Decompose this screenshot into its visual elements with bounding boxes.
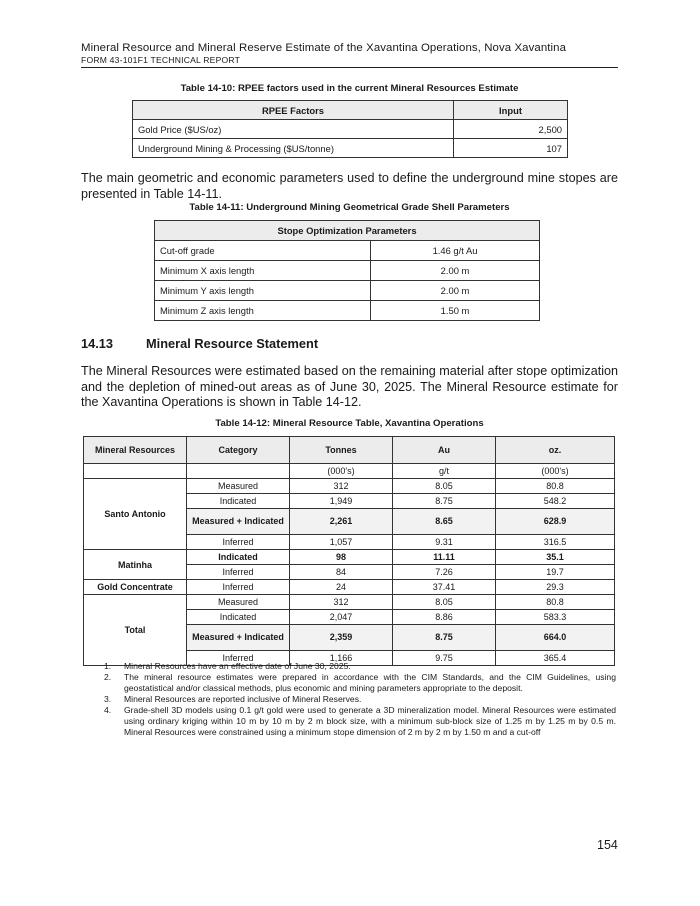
column-header: Category: [187, 437, 290, 464]
page-number: 154: [597, 838, 618, 852]
table-cell: Inferred: [187, 651, 290, 666]
note-number: 3.: [104, 694, 112, 704]
table-cell: Gold Price ($US/oz): [133, 120, 454, 139]
table-cell: [84, 464, 187, 479]
table-cell: 98: [290, 550, 393, 565]
table-cell: 8.75: [393, 494, 496, 509]
table-cell: Measured: [187, 479, 290, 494]
column-header: Input: [454, 101, 568, 120]
table-cell: Cut-off grade: [155, 241, 371, 261]
column-header: Stope Optimization Parameters: [155, 221, 540, 241]
table-cell: Measured: [187, 595, 290, 610]
column-header: oz.: [496, 437, 615, 464]
report-subtitle: FORM 43-101F1 TECHNICAL REPORT: [81, 55, 241, 65]
note-number: 1.: [104, 661, 112, 671]
table-cell: 1,166: [290, 651, 393, 666]
table-cell: g/t: [393, 464, 496, 479]
table-cell: 29.3: [496, 580, 615, 595]
table-cell: 1.50 m: [371, 301, 540, 321]
table-14-10-caption: Table 14-10: RPEE factors used in the current Mineral Resources Estimate: [180, 83, 519, 94]
table-cell: 628.9: [496, 509, 615, 535]
note-text: The mineral resource estimates were prepared in accordance with the CIM Standards, and the CIM Guidelines, using geostatistical and/or classical methods, plus economic and mining parameters appropriate to the deposit.: [124, 672, 616, 693]
table-cell: 8.86: [393, 610, 496, 625]
table-row: [155, 241, 540, 261]
note-item: [104, 672, 616, 694]
section-number: 14.13: [81, 336, 114, 351]
table-cell: Measured + Indicated: [187, 625, 290, 651]
table-14-10: [132, 100, 568, 158]
note-text: Mineral Resources have an effective date of June 30, 2025.: [124, 661, 351, 671]
group-label: Gold Concentrate: [84, 580, 187, 595]
table-cell: 2,359: [290, 625, 393, 651]
note-item: [104, 661, 616, 672]
section-heading: [81, 336, 318, 351]
table-cell: 19.7: [496, 565, 615, 580]
table-cell: 583.3: [496, 610, 615, 625]
units-row: [84, 464, 615, 479]
table-cell: (000's): [496, 464, 615, 479]
table-cell: 8.05: [393, 595, 496, 610]
table-cell: 80.8: [496, 595, 615, 610]
table-cell: Underground Mining & Processing ($US/tonne): [133, 139, 454, 158]
table-cell: Indicated: [187, 494, 290, 509]
note-item: [104, 705, 616, 738]
header-rule: [81, 67, 618, 68]
table-cell: 365.4: [496, 651, 615, 666]
note-text: Grade-shell 3D models using 0.1 g/t gold were used to generate a 3D mineralization model. Mineral Resources were estimated using ordinary kriging within 10 m by 10 m by 2 m block size, with a minimum sub-block size of 1.25 m by 1.25 m by 0.5 m. Mineral Resources were constrained using a minimum stope dimension of 2 m by 2 m by 1.50 m and a cut-off: [124, 705, 616, 737]
page-header: [81, 42, 618, 68]
table-cell: 1.46 g/t Au: [371, 241, 540, 261]
table-cell: 80.8: [496, 479, 615, 494]
table-cell: 1,949: [290, 494, 393, 509]
group-label: Matinha: [84, 550, 187, 580]
table-14-11: [154, 220, 540, 321]
table-14-12: [83, 436, 615, 666]
table-cell: 9.75: [393, 651, 496, 666]
table-cell: [187, 464, 290, 479]
table-row: [155, 281, 540, 301]
column-header: RPEE Factors: [133, 101, 454, 120]
table-row: [133, 120, 568, 139]
table-cell: Minimum Y axis length: [155, 281, 371, 301]
table-notes: [104, 661, 616, 738]
note-text: Mineral Resources are reported inclusive of Mineral Reserves.: [124, 694, 362, 704]
table-cell: (000's): [290, 464, 393, 479]
table-cell: Inferred: [187, 565, 290, 580]
column-header: Tonnes: [290, 437, 393, 464]
note-item: [104, 694, 616, 705]
table-14-12-caption: Table 14-12: Mineral Resource Table, Xavantina Operations: [215, 418, 484, 429]
table-cell: 312: [290, 479, 393, 494]
table-cell: 2.00 m: [371, 261, 540, 281]
table-cell: Inferred: [187, 580, 290, 595]
table-cell: 312: [290, 595, 393, 610]
table-cell: Measured + Indicated: [187, 509, 290, 535]
table-cell: 37.41: [393, 580, 496, 595]
table-row: [155, 261, 540, 281]
group-label: Santo Antonio: [84, 479, 187, 550]
table-cell: Minimum X axis length: [155, 261, 371, 281]
table-cell: Inferred: [187, 535, 290, 550]
table-cell: 35.1: [496, 550, 615, 565]
table-row: [84, 550, 615, 565]
table-row: [84, 479, 615, 494]
table-14-11-caption: Table 14-11: Underground Mining Geometrical Grade Shell Parameters: [189, 202, 510, 213]
table-cell: 548.2: [496, 494, 615, 509]
section-title: Mineral Resource Statement: [146, 336, 319, 351]
table-cell: 7.26: [393, 565, 496, 580]
table-cell: 24: [290, 580, 393, 595]
column-header: Mineral Resources: [84, 437, 187, 464]
table-cell: 2,047: [290, 610, 393, 625]
paragraph: The Mineral Resources were estimated based on the remaining material after stope optimization and the depletion of mined-out areas as of June 30, 2025. The Mineral Resource estimate for the Xavantina Operations is shown in Table 14-12.: [81, 364, 618, 409]
paragraph: The main geometric and economic parameters used to define the underground mine stopes are presented in Table 14-11.: [81, 171, 618, 201]
table-row: [133, 139, 568, 158]
table-cell: 8.75: [393, 625, 496, 651]
table-cell: 84: [290, 565, 393, 580]
table-cell: Indicated: [187, 550, 290, 565]
table-cell: 107: [454, 139, 568, 158]
table-cell: 9.31: [393, 535, 496, 550]
table-cell: 1,057: [290, 535, 393, 550]
table-cell: 2,500: [454, 120, 568, 139]
report-title: Mineral Resource and Mineral Reserve Estimate of the Xavantina Operations, Nova Xavantina: [81, 42, 567, 54]
table-cell: 316.5: [496, 535, 615, 550]
note-number: 4.: [104, 705, 112, 715]
table-cell: 8.65: [393, 509, 496, 535]
table-row: [155, 301, 540, 321]
table-cell: Indicated: [187, 610, 290, 625]
table-cell: 8.05: [393, 479, 496, 494]
column-header: Au: [393, 437, 496, 464]
table-cell: Minimum Z axis length: [155, 301, 371, 321]
table-cell: 2.00 m: [371, 281, 540, 301]
table-cell: 664.0: [496, 625, 615, 651]
table-row: [84, 580, 615, 595]
group-label: Total: [84, 595, 187, 666]
table-row: [84, 595, 615, 610]
table-cell: 11.11: [393, 550, 496, 565]
note-number: 2.: [104, 672, 112, 682]
table-cell: 2,261: [290, 509, 393, 535]
